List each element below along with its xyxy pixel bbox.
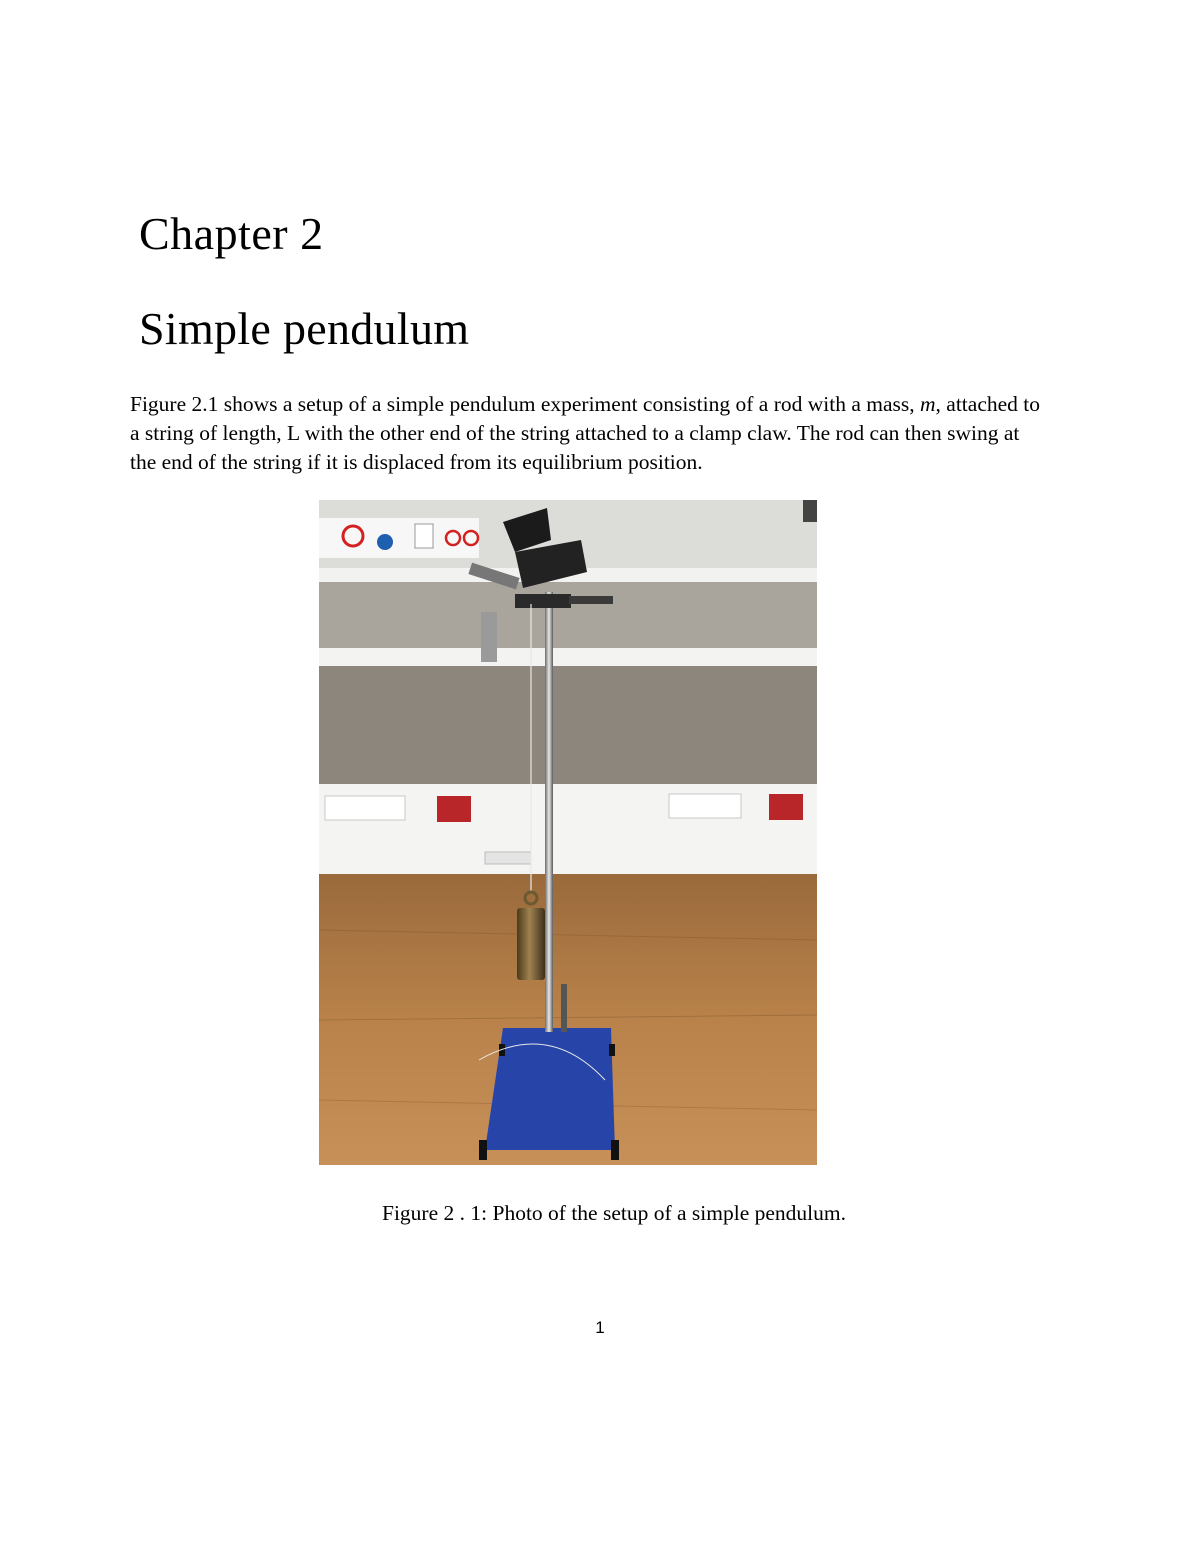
mass-symbol: m: [920, 392, 936, 416]
body-text-before-mass: Figure 2.1 shows a setup of a simple pendulum experiment consisting of a rod with a mass,: [130, 392, 920, 416]
retort-stand-rod: [545, 592, 553, 1032]
figure-caption: Figure 2 . 1: Photo of the setup of a simple pendulum.: [382, 1201, 846, 1225]
body-paragraph: [130, 390, 1050, 477]
safety-signs: [319, 518, 479, 558]
body-text-after-mass: , attached to a string of length, L with the other end of the string attached to a clamp claw. The rod can then swing at the end of the string if it is displaced from its equilibrium position.: [130, 392, 1040, 474]
page-number: 1: [595, 1318, 605, 1337]
chapter-label: Chapter 2: [139, 208, 324, 259]
pendulum-photo: [319, 500, 817, 1165]
lab-shelf-lower: [319, 648, 817, 666]
chapter-title: Simple pendulum: [139, 303, 470, 354]
